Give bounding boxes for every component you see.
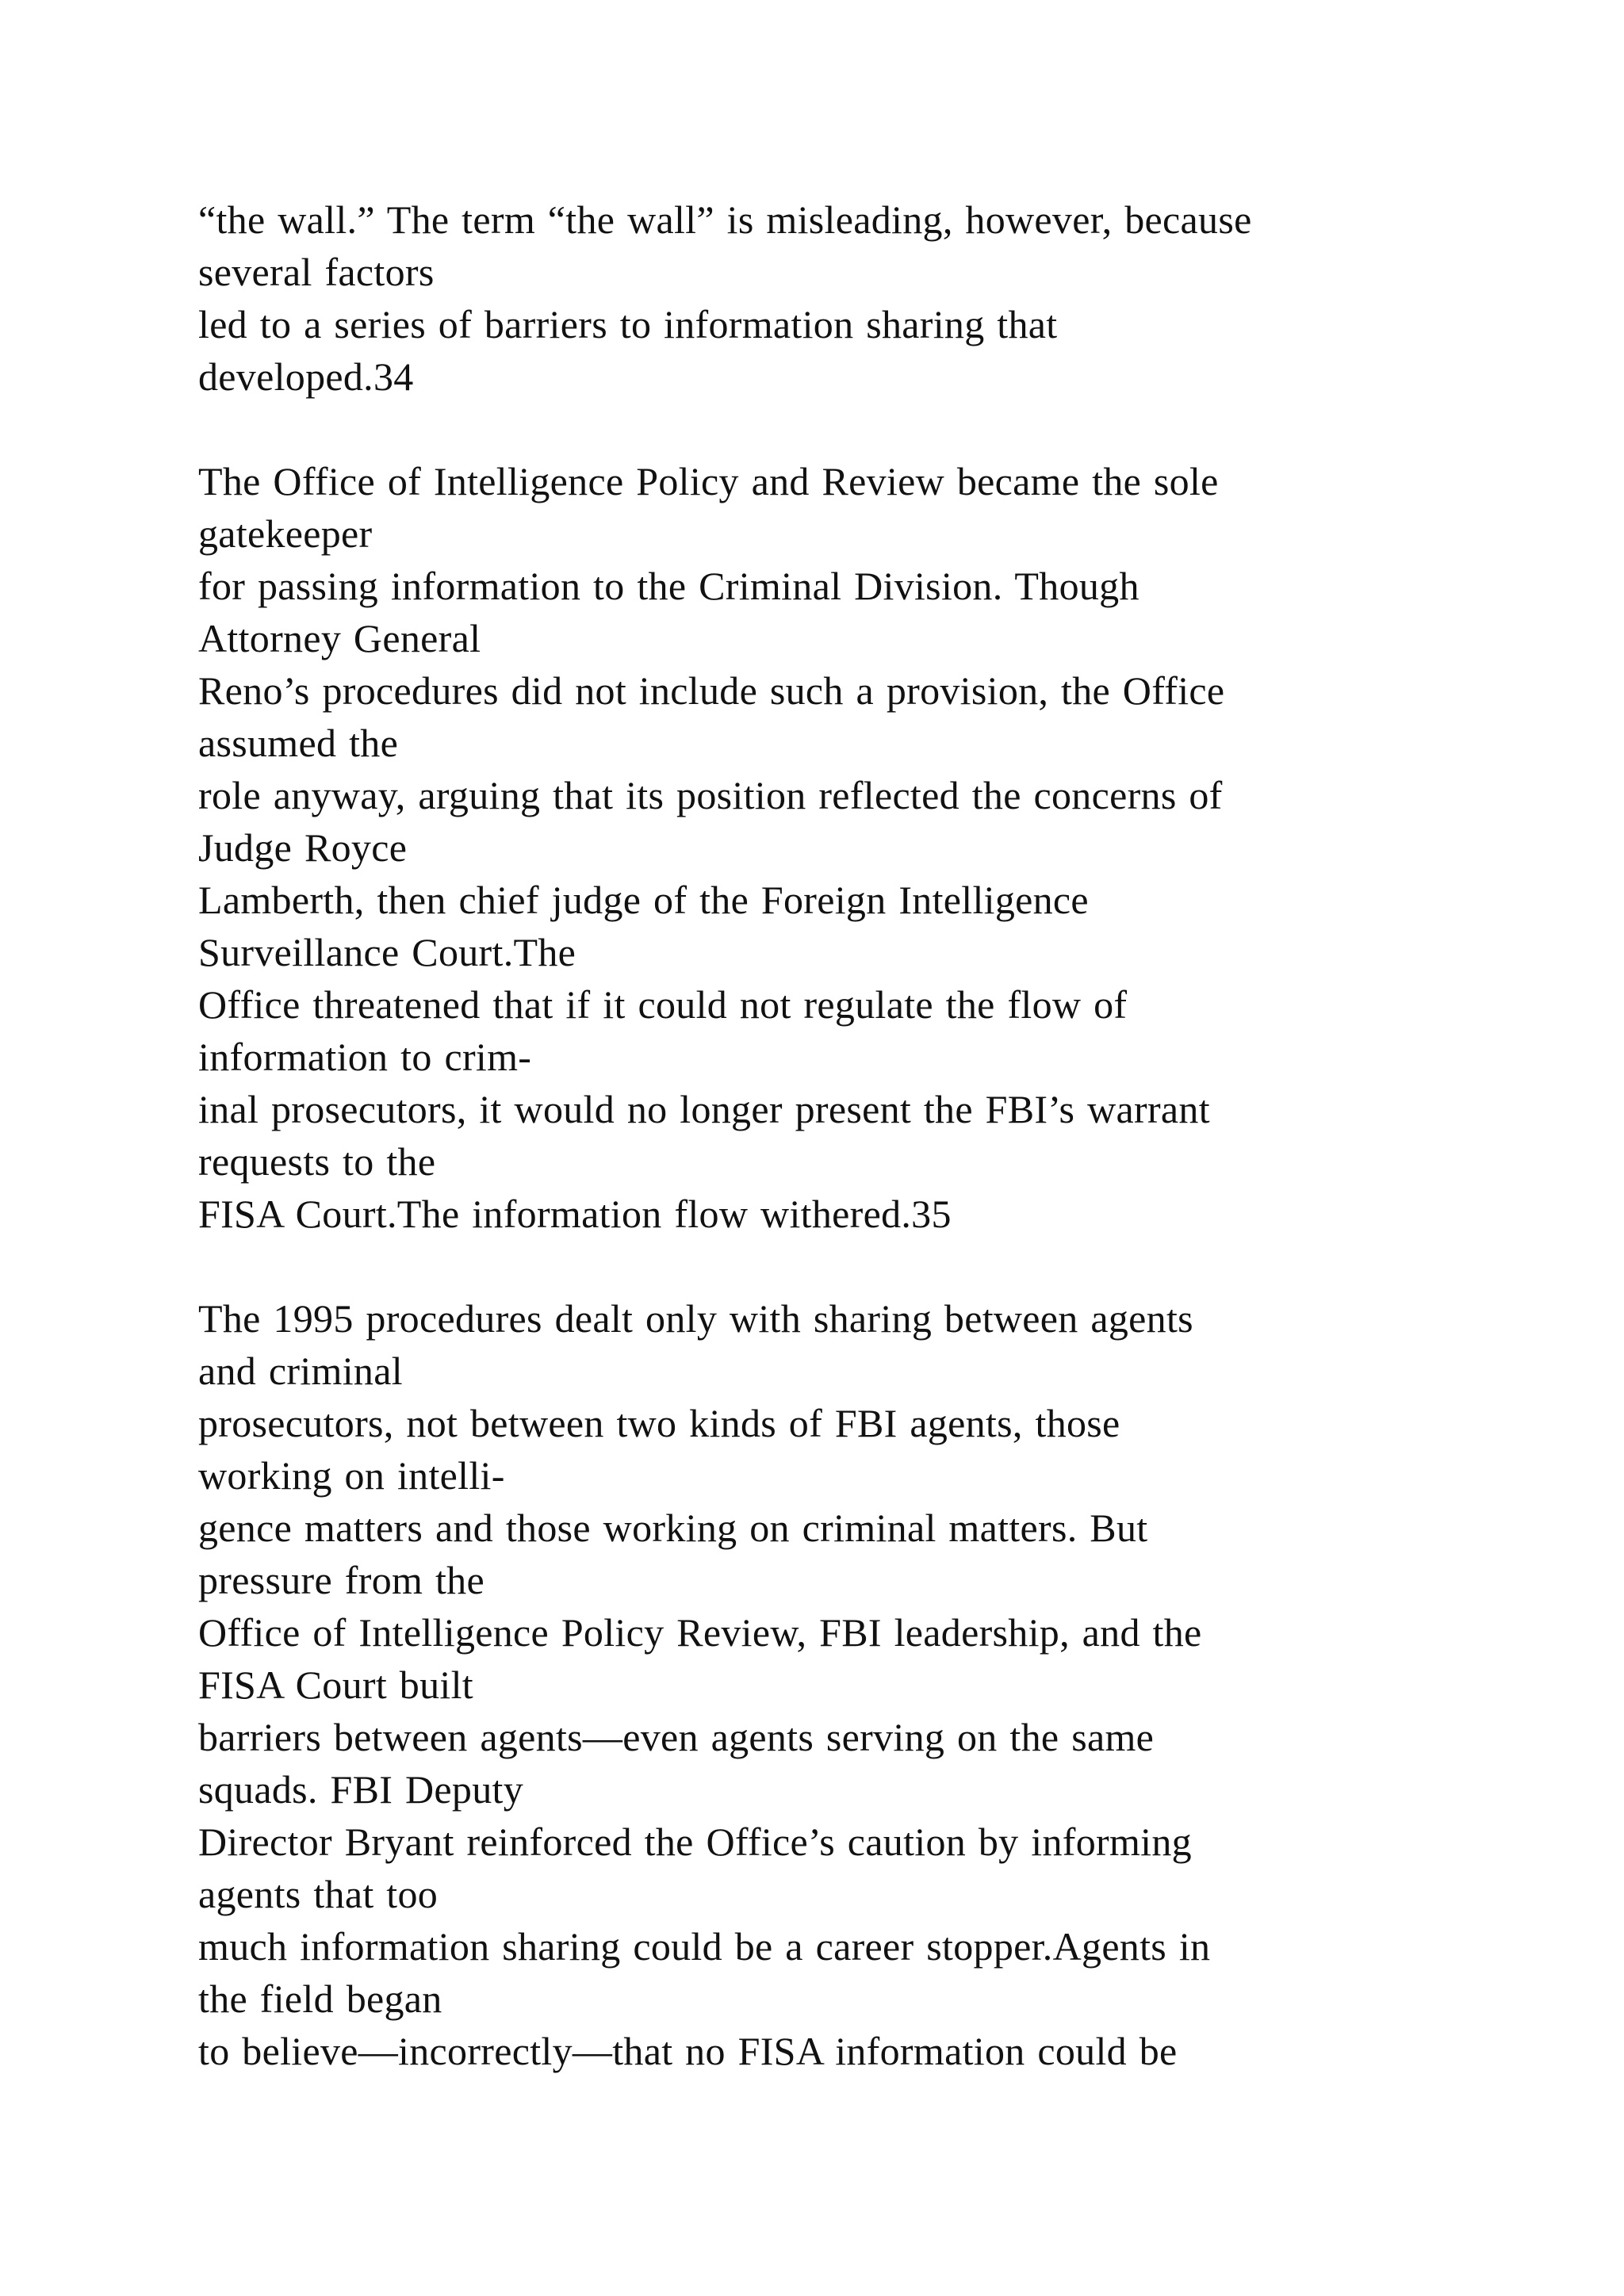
text-line: barriers between agents—even agents serving on the same [198, 1715, 1155, 1759]
text-line: for passing information to the Criminal Division. Though [198, 564, 1139, 608]
text-line: working on intelli- [198, 1453, 505, 1498]
text-line: The Office of Intelligence Policy and Review became the sole [198, 459, 1219, 503]
text-line: much information sharing could be a career stopper.Agents in [198, 1924, 1211, 1969]
text-line: FISA Court.The information flow withered.35 [198, 1192, 952, 1236]
text-line: inal prosecutors, it would no longer present the FBI’s warrant [198, 1087, 1210, 1131]
text-line: squads. FBI Deputy [198, 1767, 524, 1812]
text-line: FISA Court built [198, 1663, 473, 1707]
text-line: gatekeeper [198, 511, 373, 556]
text-line: Lamberth, then chief judge of the Foreign Intelligence [198, 878, 1089, 922]
text-line: The 1995 procedures dealt only with sharing between agents [198, 1296, 1193, 1341]
text-line: Office of Intelligence Policy Review, FBI leadership, and the [198, 1610, 1202, 1655]
text-line: assumed the [198, 721, 399, 765]
text-line: prosecutors, not between two kinds of FBI agents, those [198, 1401, 1120, 1445]
paragraph-3 [198, 1292, 1546, 2077]
text-line: Office threatened that if it could not regulate the flow of [198, 982, 1128, 1027]
text-line: agents that too [198, 1872, 439, 1916]
text-line: gence matters and those working on criminal matters. But [198, 1506, 1148, 1550]
text-line: and criminal [198, 1349, 403, 1393]
text-line: “the wall.” The term “the wall” is misleading, however, because [198, 197, 1252, 242]
text-line: the field began [198, 1976, 442, 2021]
paragraph-2 [198, 455, 1546, 1240]
body-text [198, 193, 1546, 2077]
paragraph-gap [198, 1240, 1546, 1292]
text-line: Surveillance Court.The [198, 930, 576, 974]
paragraph-gap [198, 403, 1546, 455]
text-line: to believe—incorrectly—that no FISA information could be [198, 2029, 1178, 2073]
text-line: several factors [198, 250, 435, 294]
text-line: information to crim- [198, 1035, 532, 1079]
text-line: Reno’s procedures did not include such a provision, the Office [198, 668, 1225, 713]
text-line: led to a series of barriers to information sharing that [198, 302, 1058, 346]
text-line: developed.34 [198, 354, 414, 399]
text-line: role anyway, arguing that its position reflected the concerns of [198, 773, 1223, 817]
text-line: Judge Royce [198, 825, 408, 870]
paragraph-1 [198, 193, 1546, 403]
text-line: Attorney General [198, 616, 481, 660]
text-line: pressure from the [198, 1558, 485, 1602]
text-line: Director Bryant reinforced the Office’s caution by informing [198, 1820, 1192, 1864]
text-line: requests to the [198, 1139, 436, 1184]
